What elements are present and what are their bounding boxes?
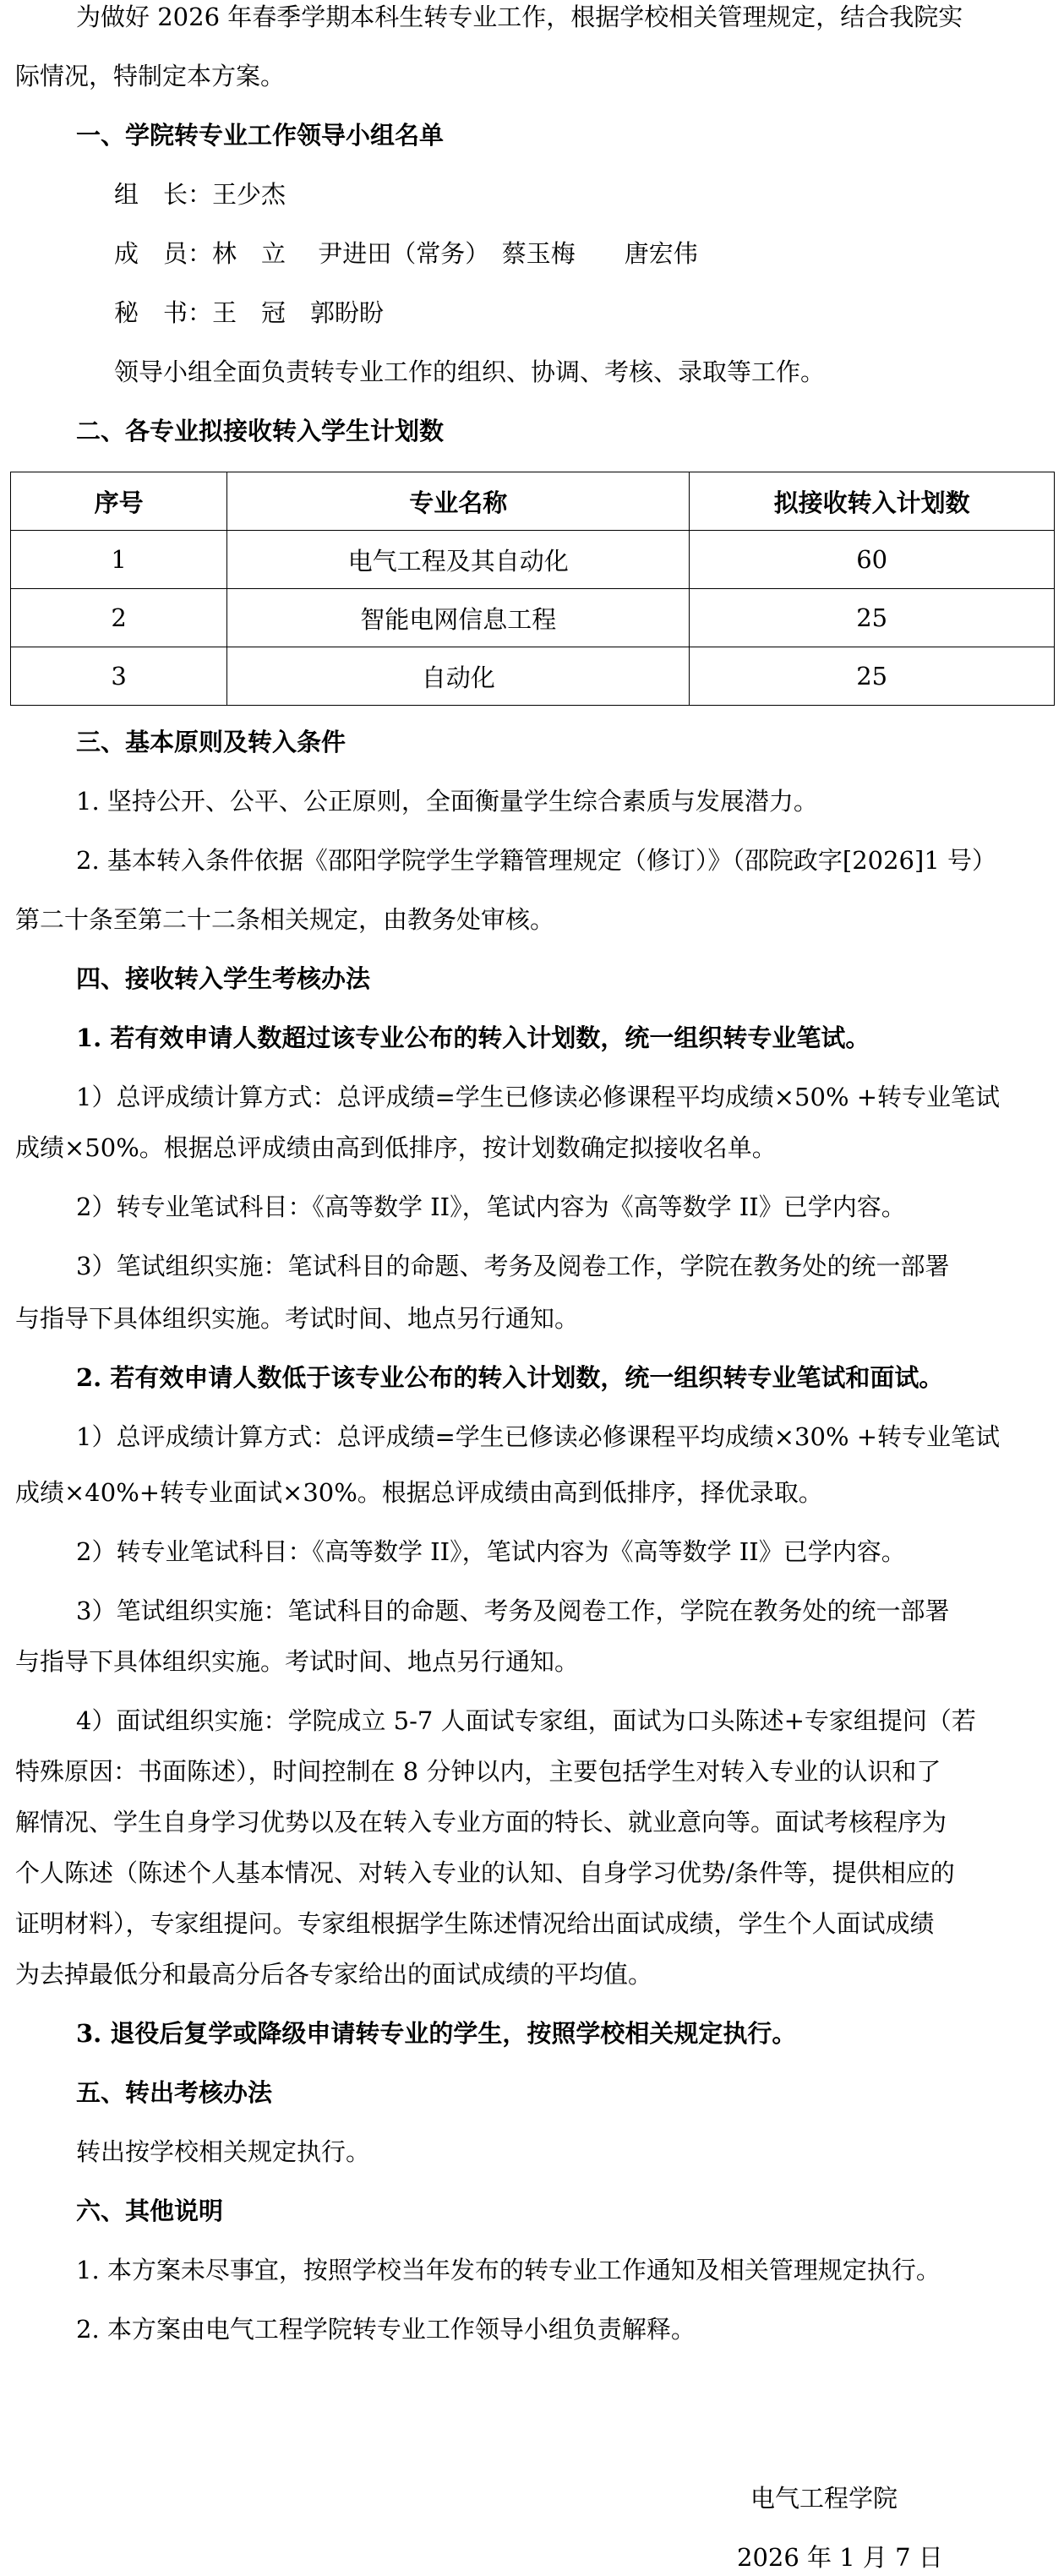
- section-4b4-line-4: 个人陈述（陈述个人基本情况、对转入专业的认知、自身学习优势/条件等，提供相应的: [15, 1858, 955, 1887]
- section-4b2: 2）转专业笔试科目：《高等数学 II》，笔试内容为《高等数学 II》已学内容。: [76, 1537, 906, 1566]
- section-4b4-line-6: 为去掉最低分和最高分后各专家给出的面试成绩的平均值。: [15, 1960, 653, 1989]
- cell-plan: 60: [690, 531, 1055, 589]
- cell-major: 智能电网信息工程: [227, 589, 690, 647]
- section-4a-title: 1. 若有效申请人数超过该专业公布的转入计划数，统一组织转专业笔试。: [76, 1023, 870, 1052]
- section-4b-title: 2. 若有效申请人数低于该专业公布的转入计划数，统一组织转专业笔试和面试。: [76, 1363, 944, 1392]
- section-5-p: 转出按学校相关规定执行。: [76, 2137, 371, 2166]
- section-4b4-line-1: 4）面试组织实施：学院成立 5-7 人面试专家组，面试为口头陈述+专家组提问（若: [76, 1706, 976, 1735]
- intro-line-1: 为做好 2026 年春季学期本科生转专业工作，根据学校相关管理规定，结合我院实: [76, 3, 963, 31]
- section-3-p2-line-1: 2. 基本转入条件依据《邵阳学院学生学籍管理规定（修订）》（邵院政字[2026]1 号）: [76, 846, 996, 875]
- section-5-heading: 五、转出考核办法: [76, 2078, 273, 2107]
- cell-index: 2: [11, 589, 227, 647]
- section-3-heading: 三、基本原则及转入条件: [76, 728, 346, 756]
- section-4a3-line-1: 3）笔试组织实施：笔试科目的命题、考务及阅卷工作，学院在教务处的统一部署: [76, 1252, 950, 1280]
- secretary-label: 秘 书：: [114, 298, 213, 327]
- section-4a1-line-1: 1）总评成绩计算方式：总评成绩=学生已修读必修课程平均成绩×50% +转专业笔试: [76, 1083, 1001, 1111]
- table-header-row: [11, 472, 1055, 531]
- cell-major: 电气工程及其自动化: [227, 531, 690, 589]
- section-3-p1: 1. 坚持公开、公平、公正原则，全面衡量学生综合素质与发展潜力。: [76, 787, 818, 816]
- section-4b3-line-1: 3）笔试组织实施：笔试科目的命题、考务及阅卷工作，学院在教务处的统一部署: [76, 1596, 950, 1625]
- col-header-major: 专业名称: [227, 472, 690, 531]
- section-4b1-line-1: 1）总评成绩计算方式：总评成绩=学生已修读必修课程平均成绩×30% +转专业笔试: [76, 1422, 1001, 1451]
- table-row: [11, 531, 1055, 589]
- section-6-p2: 2. 本方案由电气工程学院转专业工作领导小组负责解释。: [76, 2315, 696, 2344]
- plan-table: [10, 472, 1055, 706]
- col-header-index: 序号: [11, 472, 227, 531]
- section-4a1-line-2: 成绩×50%。根据总评成绩由高到低排序，按计划数确定拟接收名单。: [15, 1133, 777, 1162]
- section-4b3-line-2: 与指导下具体组织实施。考试时间、地点另行通知。: [15, 1647, 580, 1676]
- secretary-names: 王 冠 郭盼盼: [212, 298, 385, 327]
- leader-row: [114, 179, 286, 210]
- cell-index: 3: [11, 647, 227, 706]
- cell-plan: 25: [690, 647, 1055, 706]
- section-4a2: 2）转专业笔试科目：《高等数学 II》，笔试内容为《高等数学 II》已学内容。: [76, 1192, 906, 1221]
- intro-line-2: 际情况，特制定本方案。: [15, 62, 286, 90]
- section-4a3-line-2: 与指导下具体组织实施。考试时间、地点另行通知。: [15, 1304, 580, 1333]
- cell-plan: 25: [690, 589, 1055, 647]
- section-4-heading: 四、接收转入学生考核办法: [76, 964, 371, 993]
- leader-name: 王少杰: [212, 180, 286, 209]
- members-label: 成 员：: [114, 239, 213, 268]
- signature-date: 2026 年 1 月 7 日: [737, 2543, 943, 2572]
- members-names: 林 立 尹进田（常务） 蔡玉梅 唐宏伟: [212, 239, 698, 268]
- table-row: [11, 647, 1055, 706]
- secretary-row: [114, 297, 384, 328]
- section-6-p1: 1. 本方案未尽事宜，按照学校当年发布的转专业工作通知及相关管理规定执行。: [76, 2256, 941, 2284]
- section-6-heading: 六、其他说明: [76, 2197, 224, 2225]
- section-4b1-line-2: 成绩×40%+转专业面试×30%。根据总评成绩由高到低排序，择优录取。: [15, 1478, 823, 1507]
- section-4c-title: 3. 退役后复学或降级申请转专业的学生，按照学校相关规定执行。: [76, 2019, 797, 2048]
- leader-label: 组 长：: [114, 180, 213, 209]
- table-row: [11, 589, 1055, 647]
- signature-org: 电气工程学院: [750, 2484, 898, 2513]
- section-4b4-line-5: 证明材料），专家组提问。专家组根据学生陈述情况给出面试成绩，学生个人面试成绩: [15, 1909, 935, 1938]
- section-4b4-line-2: 特殊原因：书面陈述），时间控制在 8 分钟以内，主要包括学生对转入专业的认识和了: [15, 1757, 941, 1786]
- cell-index: 1: [11, 531, 227, 589]
- section-1-desc: 领导小组全面负责转专业工作的组织、协调、考核、录取等工作。: [114, 357, 826, 386]
- section-2-heading: 二、各专业拟接收转入学生计划数: [76, 417, 445, 445]
- col-header-plan: 拟接收转入计划数: [690, 472, 1055, 531]
- section-3-p2-line-2: 第二十条至第二十二条相关规定，由教务处审核。: [15, 905, 555, 934]
- section-1-heading: 一、学院转专业工作领导小组名单: [76, 121, 445, 150]
- section-4b4-line-3: 解情况、学生自身学习优势以及在转入专业方面的特长、就业意向等。面试考核程序为: [15, 1808, 947, 1836]
- cell-major: 自动化: [227, 647, 690, 706]
- members-row: [114, 238, 698, 269]
